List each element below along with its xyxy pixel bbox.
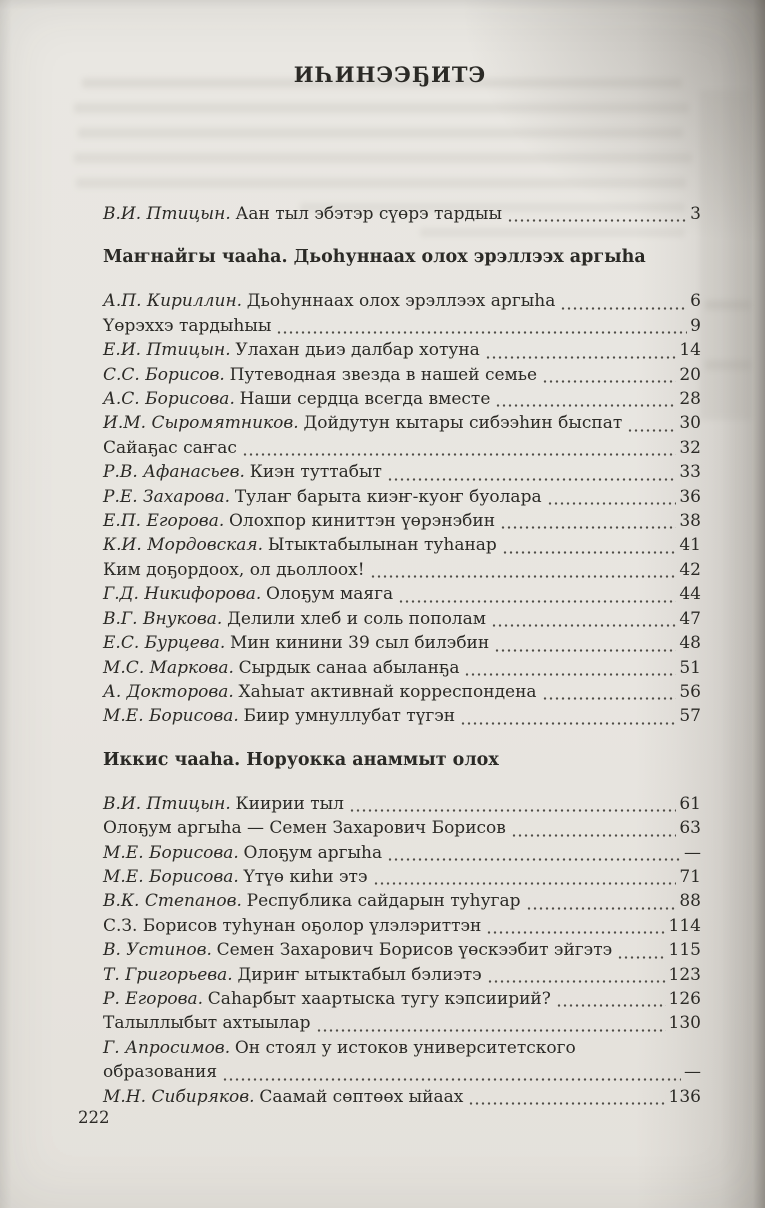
toc-entry-author: Р. Егорова. [103, 988, 204, 1009]
toc-entry-text [103, 202, 502, 226]
toc-entry [103, 680, 701, 704]
toc-entry-text [103, 816, 506, 840]
toc-page-number: 61 [679, 793, 701, 814]
toc-entry-title: Олохпор киниттэн үөрэнэбин [228, 511, 496, 532]
toc-entry-text [103, 631, 489, 655]
toc-entry-author: В.Г. Внукова. [103, 608, 223, 629]
toc-entry-author: Р.В. Афанасьев. [103, 462, 245, 483]
toc-dot-leader [460, 714, 676, 729]
toc-page-number: 6 [690, 291, 701, 312]
toc-entry-text [103, 338, 480, 362]
toc-dot-leader [486, 923, 665, 938]
toc-entry-text [103, 1060, 217, 1084]
toc-entry [103, 436, 701, 460]
toc-entry-title: Биир умнуллубат түгэн [243, 706, 456, 727]
toc-entry-author: С.С. Борисов. [103, 364, 225, 385]
toc-dot-leader [502, 543, 677, 558]
toc-page-number: 126 [668, 988, 701, 1009]
toc-entry-title: Республика сайдарын туһугар [246, 891, 521, 912]
toc-entry [103, 656, 701, 680]
toc-entry-title: Хаһыат активнай корреспондена [238, 681, 537, 702]
toc-page-number: 33 [679, 462, 701, 483]
toc-entry-text [103, 363, 537, 387]
toc-entry [103, 558, 701, 582]
toc-dot-leader [242, 445, 676, 460]
toc-dot-leader [495, 396, 676, 411]
toc-entry-text [103, 963, 482, 987]
toc-entry-text [103, 987, 551, 1011]
toc-dot-leader [617, 948, 665, 963]
toc-dot-leader [387, 850, 681, 865]
toc-entry-author: А. Докторова. [103, 681, 234, 702]
toc-entry-text [103, 582, 393, 606]
toc-entry-text [103, 387, 490, 411]
toc-page-number: 36 [679, 486, 701, 507]
toc-page-number: 14 [679, 340, 701, 361]
toc-entry [103, 816, 701, 840]
section-heading: Иккис чааһа. Норуокка анаммыт олох [103, 749, 499, 770]
toc-entry-author: В.И. Птицын. [103, 793, 231, 814]
toc-page-number: 44 [679, 584, 701, 605]
toc-dot-leader [500, 518, 676, 533]
toc-entry-text [103, 558, 365, 582]
toc-page-number: — [684, 842, 701, 863]
toc-entry-text [103, 680, 537, 704]
toc-page-number: 48 [679, 633, 701, 654]
toc-entry-author: В. Устинов. [103, 940, 212, 961]
toc-entry-text [103, 436, 237, 460]
toc-dot-leader [547, 494, 677, 509]
toc-page-number: 123 [668, 964, 701, 985]
toc-entry [103, 889, 701, 913]
toc-entry [103, 338, 701, 362]
toc-entry-title: Саһарбыт хаартыска тугу кэпсиирий? [207, 988, 551, 1009]
toc-entry [103, 987, 701, 1011]
toc-entry-text [103, 889, 521, 913]
toc-entry-text [103, 533, 497, 557]
toc-page-number: 3 [690, 204, 701, 224]
toc-entry-title: образования [103, 1062, 218, 1083]
toc-entry-title: Семен Захарович Борисов үөскээбит эйгэтэ [216, 940, 613, 961]
page-title: ИҺИНЭЭҔИТЭ [293, 62, 487, 87]
toc-entry-text [103, 792, 344, 816]
toc-entry-title: С.З. Борисов туһунан оҕолор үлэлэриттэн [103, 915, 482, 936]
toc-entry-author: В.К. Степанов. [103, 891, 242, 912]
toc-dot-leader [485, 348, 677, 363]
toc-entry-title: Путеводная звезда в нашей семье [229, 364, 538, 385]
toc-dot-leader [494, 641, 676, 656]
folio-page-number: 222 [78, 1108, 110, 1127]
toc-entry-author: В.И. Птицын. [103, 204, 231, 224]
toc-page-number: 9 [690, 315, 701, 336]
toc-entry-text [103, 1011, 311, 1035]
toc-entry-text [103, 411, 622, 435]
toc-page-number: 130 [668, 1013, 701, 1034]
toc-entry [103, 607, 701, 631]
toc-entry-title: Дириҥ ытыктабыл бэлиэтэ [237, 964, 482, 985]
toc-entry-author: И.М. Сыромятников. [103, 413, 299, 434]
toc-entry [103, 314, 701, 338]
toc-entry-title: Олоҕум аргыһа — Семен Захарович Борисов [103, 818, 506, 839]
toc-dot-leader [387, 470, 676, 485]
toc-entry [103, 631, 701, 655]
toc-page-number: 47 [679, 608, 701, 629]
toc-page-number: 57 [679, 706, 701, 727]
toc-entry-text [103, 938, 612, 962]
toc-entry [103, 865, 701, 889]
toc-entry-text [103, 1036, 576, 1060]
toc-page-number: 41 [679, 535, 701, 556]
toc-entry [103, 533, 701, 557]
toc-entry-author: М.Е. Борисова. [103, 706, 239, 727]
bleedthrough-artifact [700, 90, 752, 420]
toc-entry-author: М.Н. Сибиряков. [103, 1086, 255, 1107]
toc-entry [103, 841, 701, 865]
toc-dot-leader [398, 592, 676, 607]
toc-entry-author: Р.Е. Захарова. [103, 486, 231, 507]
toc-entry-title: Олоҕум маяга [266, 584, 394, 605]
toc-page-number: 63 [679, 818, 701, 839]
toc-entry [103, 363, 701, 387]
toc-entry [103, 582, 701, 606]
toc-page-number: 32 [679, 437, 701, 458]
toc-entry-author: А.П. Кириллин. [103, 291, 243, 312]
toc-dot-leader [222, 1070, 681, 1085]
toc-dot-leader [507, 211, 687, 226]
toc-entry-text [103, 656, 459, 680]
toc-entry-title: Делили хлеб и соль пополам [227, 608, 486, 629]
toc-entry [103, 460, 701, 484]
toc-page-number: 38 [679, 511, 701, 532]
toc-entry-author: Е.И. Птицын. [103, 340, 231, 361]
toc-entry-text [103, 289, 555, 313]
toc-entry [103, 387, 701, 411]
toc-dot-leader [349, 801, 676, 816]
toc-entry-text [103, 607, 486, 631]
toc-entry-title: Улахан дьиэ далбар хотуна [235, 340, 480, 361]
toc-page-number: 115 [668, 940, 701, 961]
toc-entry-title: Үөрэххэ тардыһыы [103, 315, 272, 336]
toc-entry-title: Киирии тыл [235, 793, 344, 814]
toc-dot-leader [487, 972, 666, 987]
toc-entry-continuation [103, 1060, 701, 1084]
toc-entry [103, 914, 701, 938]
toc-entry [103, 792, 701, 816]
toc-entry-title: Он стоял у истоков университетского [234, 1037, 576, 1058]
toc-entry-title: Аан тыл эбэтэр сүөрэ тардыы [235, 204, 502, 224]
toc-dot-leader [468, 1094, 665, 1109]
toc-entry-text [103, 841, 382, 865]
toc-entry-title: Наши сердца всегда вместе [239, 389, 491, 410]
toc-dot-leader [316, 1021, 666, 1036]
toc-entry [103, 1011, 701, 1035]
toc-entry-author: Т. Григорьева. [103, 964, 233, 985]
toc-entry-title: Сайаҕас саҥас [103, 437, 237, 458]
toc-entry-text [103, 509, 495, 533]
toc-page-number: 42 [679, 559, 701, 580]
toc-dot-leader [542, 372, 676, 387]
toc-entry-author: М.Е. Борисова. [103, 866, 239, 887]
toc-entry [103, 411, 701, 435]
toc-entry-title: Дойдутун кытары сибээһин быспат [303, 413, 623, 434]
toc-entry-title: Үтүө киһи этэ [243, 866, 368, 887]
toc-page-number: 71 [679, 866, 701, 887]
toc-entry-text [103, 704, 455, 728]
toc-dot-leader [276, 323, 687, 338]
toc-entry [103, 509, 701, 533]
toc-dot-leader [542, 689, 677, 704]
toc-entry-title: Олоҕум аргыһа [243, 842, 383, 863]
toc-entry-title: Саамай сөптөөх ыйаах [259, 1086, 464, 1107]
toc-content [103, 0, 701, 1109]
toc-entry-title: Ытыктабылынан туһанар [267, 535, 497, 556]
toc-entry-text [103, 1085, 463, 1109]
toc-entry-text [103, 314, 271, 338]
toc-page-number: 51 [679, 657, 701, 678]
bleedthrough-artifact [705, 360, 751, 370]
toc-entry-author: А.С. Борисова. [103, 389, 235, 410]
toc-entry-title: Сырдык санаа абыланҕа [238, 657, 460, 678]
toc-entry-title: Мин кинини 39 сыл билэбин [229, 633, 490, 654]
bleedthrough-artifact [705, 300, 751, 310]
toc-entry-title: Дьоһуннаах олох эрэллээх аргыһа [246, 291, 556, 312]
toc-entry [103, 938, 701, 962]
toc-entry-author: Е.С. Бурцева. [103, 633, 226, 654]
toc-dot-leader [511, 826, 677, 841]
toc-entry-text [103, 485, 542, 509]
toc-dot-leader [373, 874, 677, 889]
toc-entry-text [103, 865, 368, 889]
toc-entry-title: Тулаҥ барыта киэҥ-куоҥ буолара [234, 486, 542, 507]
toc-entry-author: К.И. Мордовская. [103, 535, 264, 556]
toc-entry [103, 1036, 701, 1060]
toc-entry-text [103, 914, 481, 938]
toc-entry-author: Г.Д. Никифорова. [103, 584, 262, 605]
toc-list [103, 202, 701, 1109]
toc-dot-leader [560, 299, 687, 314]
toc-page-number: 136 [668, 1086, 701, 1107]
toc-entry [103, 1085, 701, 1109]
toc-page-number: 88 [679, 891, 701, 912]
toc-entry-title: Киэн туттабыт [249, 462, 382, 483]
toc-entry-author: Г. Апросимов. [103, 1037, 231, 1058]
toc-entry [103, 289, 701, 313]
toc-page-number: — [684, 1062, 701, 1083]
toc-page-number: 30 [679, 413, 701, 434]
toc-entry-title: Ким доҕордоох, ол дьоллоох! [103, 559, 365, 580]
toc-entry-author: М.Е. Борисова. [103, 842, 239, 863]
toc-entry [103, 963, 701, 987]
toc-dot-leader [556, 996, 666, 1011]
toc-entry-author: Е.П. Егорова. [103, 511, 225, 532]
toc-entry-title: Талыллыбыт ахтыылар [103, 1013, 311, 1034]
toc-page-number: 114 [668, 915, 701, 936]
toc-dot-leader [627, 421, 676, 436]
toc-page-number: 20 [679, 364, 701, 385]
toc-dot-leader [370, 567, 677, 582]
toc-dot-leader [526, 899, 677, 914]
toc-dot-leader [464, 665, 676, 680]
toc-entry [103, 704, 701, 728]
toc-entry [103, 485, 701, 509]
toc-entry [103, 202, 701, 226]
section-heading: Маҥнайгы чааһа. Дьоһуннаах олох эрэллээх аргыһа [103, 247, 646, 268]
toc-dot-leader [491, 616, 676, 631]
toc-entry-author: М.С. Маркова. [103, 657, 234, 678]
toc-page-number: 56 [679, 681, 701, 702]
toc-page-number: 28 [679, 389, 701, 410]
toc-entry-text [103, 460, 382, 484]
